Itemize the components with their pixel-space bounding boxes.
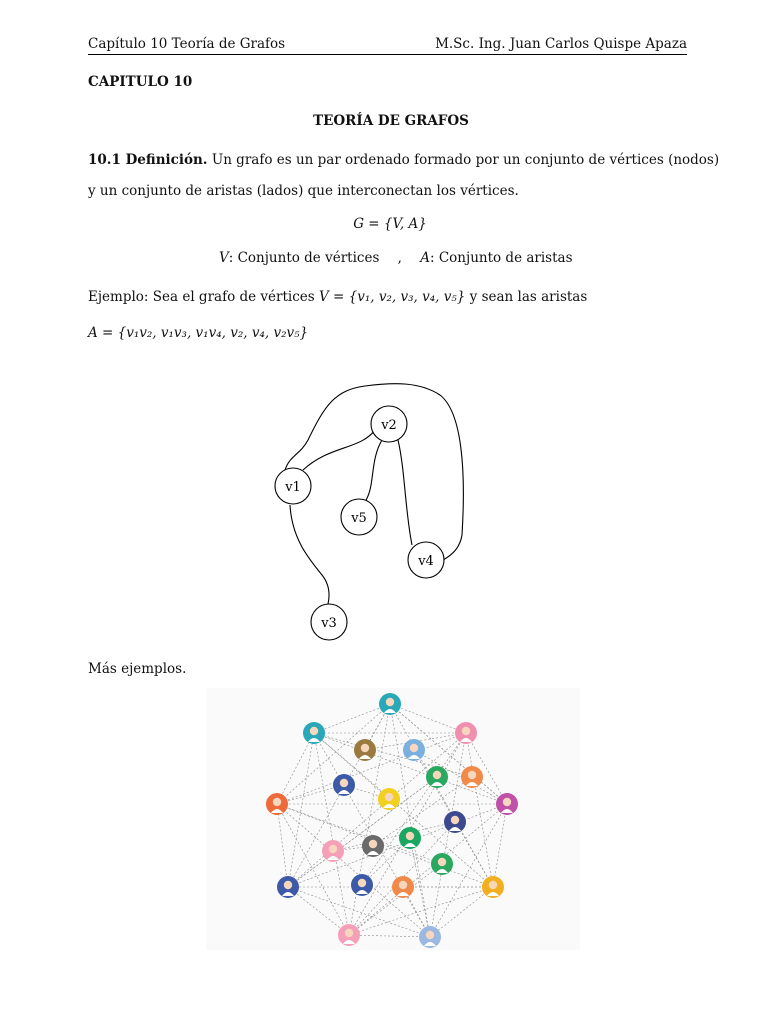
people-network-icon: [206, 688, 580, 950]
person-avatar-icon: [277, 876, 299, 898]
definition-line-1: [88, 152, 719, 168]
header-right: M.Sc. Ing. Juan Carlos Quispe Apaza: [435, 36, 687, 52]
person-avatar-icon: [403, 739, 425, 761]
more-examples: Más ejemplos.: [88, 661, 187, 677]
example-edges-intro: y sean las aristas: [469, 289, 588, 305]
example-edge-set: A = {v₁v₂, v₁v₃, v₁v₄, v₂, v₄, v₂v₅}: [88, 325, 309, 341]
person-avatar-icon: [338, 924, 360, 946]
node-label-v2: v2: [381, 418, 397, 433]
person-avatar-icon: [426, 766, 448, 788]
legend-separator: ,: [397, 250, 402, 266]
person-avatar-icon: [431, 853, 453, 875]
legend-a-text: : Conjunto de aristas: [430, 250, 573, 266]
chapter-label: CAPITULO 10: [88, 74, 193, 90]
edge-v1-v3: [290, 505, 329, 604]
definition-formula: G = {V, A}: [353, 216, 427, 232]
definition-text-2: y un conjunto de aristas (lados) que interconectan los vértices.: [88, 183, 519, 199]
definition-legend: [219, 250, 573, 266]
edge-v1-v4: [285, 384, 463, 560]
graph-diagram: [260, 375, 480, 650]
header-left: Capítulo 10 Teoría de Grafos: [88, 36, 286, 52]
node-label-v4: v4: [418, 554, 434, 569]
person-avatar-icon: [379, 693, 401, 715]
node-label-v1: v1: [285, 480, 301, 495]
person-avatar-icon: [455, 722, 477, 744]
person-avatar-icon: [461, 766, 483, 788]
example-vertex-set: V = {v₁, v₂, v₃, v₄, v₅}: [319, 289, 466, 305]
example-line-1: [88, 289, 587, 305]
node-label-v3: v3: [321, 616, 337, 631]
legend-a-symbol: A: [420, 250, 431, 266]
person-avatar-icon: [354, 739, 376, 761]
definition-number: 10.1 Definición.: [88, 152, 208, 168]
person-avatar-icon: [351, 874, 373, 896]
node-label-v5: v5: [351, 511, 367, 526]
edge-v2-v5: [366, 440, 382, 500]
person-avatar-icon: [333, 774, 355, 796]
person-avatar-icon: [392, 876, 414, 898]
person-avatar-icon: [444, 811, 466, 833]
person-avatar-icon: [399, 827, 421, 849]
legend-v-text: : Conjunto de vértices: [228, 250, 380, 266]
definition-text-1: Un grafo es un par ordenado formado por un conjunto de vértices (nodos): [211, 152, 720, 168]
person-avatar-icon: [419, 926, 441, 948]
edge-v2-v4: [398, 440, 412, 545]
chapter-title: TEORÍA DE GRAFOS: [313, 113, 469, 129]
header-rule: [88, 54, 687, 55]
example-intro: Ejemplo: Sea el grafo de vértices: [88, 289, 315, 305]
person-avatar-icon: [362, 835, 384, 857]
person-avatar-icon: [496, 793, 518, 815]
legend-v-symbol: V: [219, 250, 229, 266]
person-avatar-icon: [322, 840, 344, 862]
person-avatar-icon: [378, 788, 400, 810]
edge-v1-v2: [303, 430, 375, 470]
person-avatar-icon: [482, 876, 504, 898]
person-avatar-icon: [266, 793, 288, 815]
person-avatar-icon: [303, 722, 325, 744]
